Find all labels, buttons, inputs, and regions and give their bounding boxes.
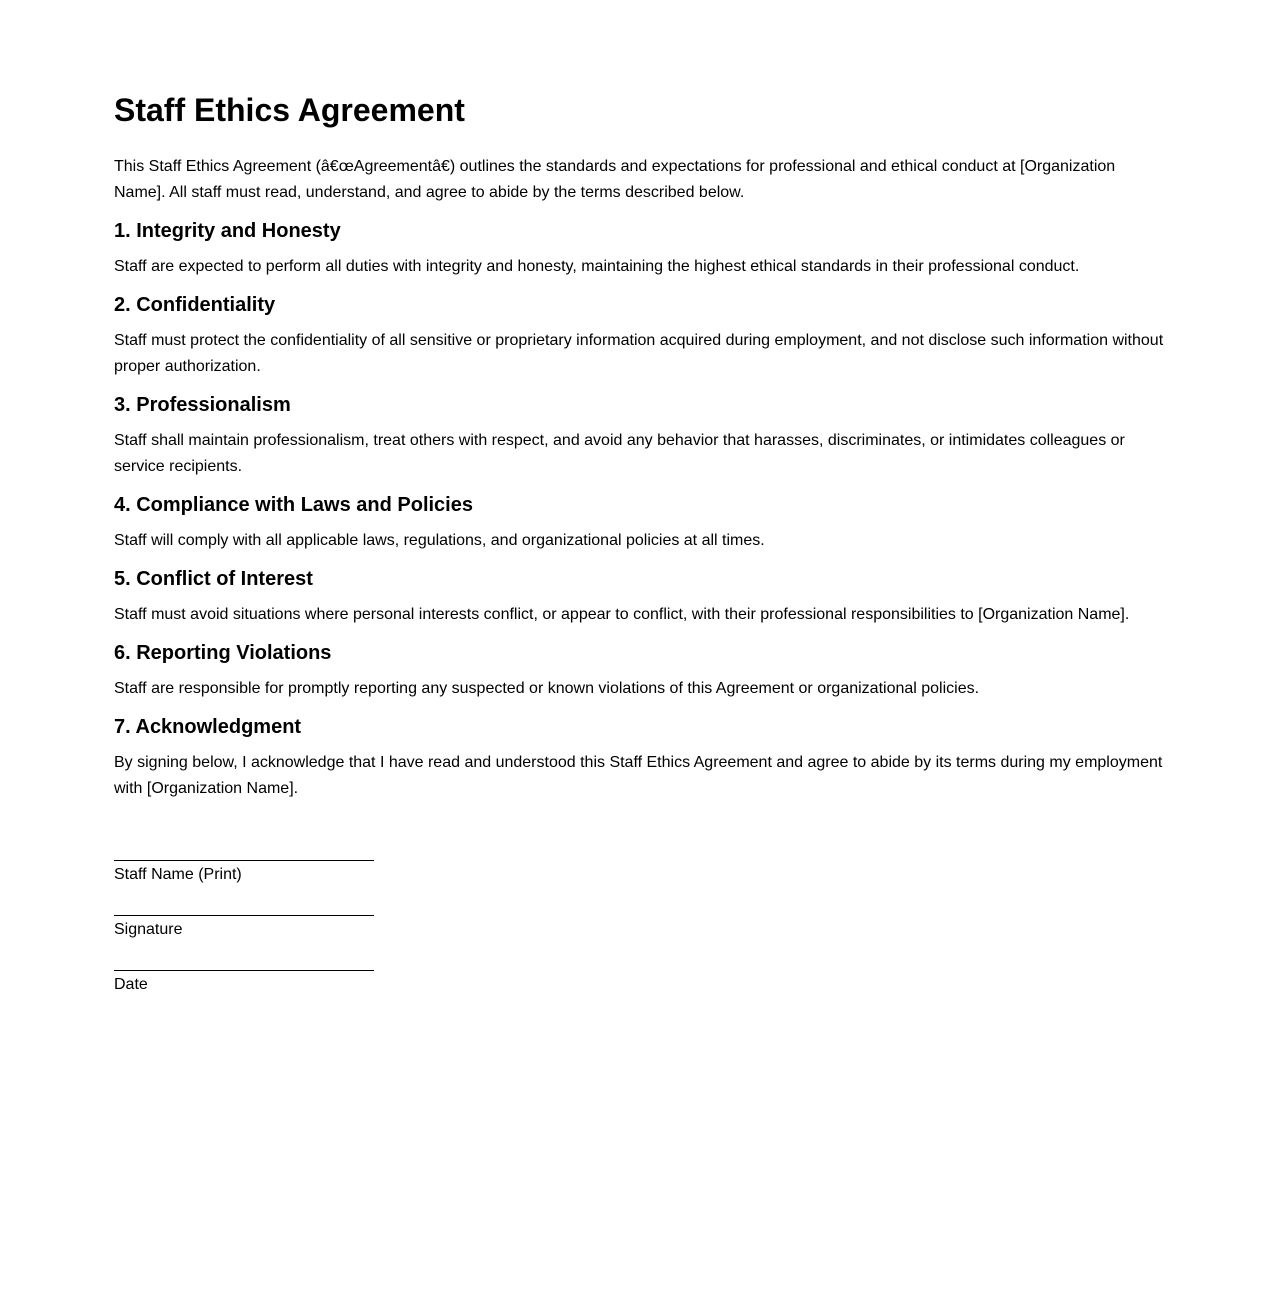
- signature-area: [114, 860, 1164, 995]
- section-body: Staff are responsible for promptly reporting any suspected or known violations of this Agreement or organizational policies.: [114, 680, 980, 697]
- date-label: Date: [114, 976, 148, 993]
- section-body: Staff shall maintain professionalism, treat others with respect, and avoid any behavior that harasses, discriminates, or intimidates colleagues or service recipients.: [114, 432, 1125, 475]
- section-heading: 4. Compliance with Laws and Policies: [114, 494, 473, 516]
- staff-name-label: Staff Name (Print): [114, 866, 242, 883]
- section-integrity: [114, 218, 1164, 280]
- section-heading: 6. Reporting Violations: [114, 642, 332, 664]
- staff-name-block: [114, 860, 1164, 885]
- section-body: Staff must avoid situations where personal interests conflict, or appear to conflict, with their professional responsibilities to [Organization Name].: [114, 606, 1130, 623]
- date-block: [114, 970, 1164, 995]
- section-confidentiality: [114, 292, 1164, 380]
- section-body: Staff must protect the confidentiality of all sensitive or proprietary information acquired during employment, and not disclose such information without proper authorization.: [114, 332, 1164, 375]
- section-heading: 2. Confidentiality: [114, 294, 276, 316]
- staff-name-line: [114, 860, 374, 861]
- section-body: By signing below, I acknowledge that I have read and understood this Staff Ethics Agreement and agree to abide by its terms during my employment with [Organization Name].: [114, 754, 1163, 797]
- signature-block: [114, 915, 1164, 940]
- date-line: [114, 970, 374, 971]
- section-professionalism: [114, 392, 1164, 480]
- section-compliance: [114, 492, 1164, 554]
- signature-line: [114, 915, 374, 916]
- page-title: Staff Ethics Agreement: [114, 92, 465, 128]
- signature-label: Signature: [114, 921, 183, 938]
- section-heading: 1. Integrity and Honesty: [114, 220, 341, 242]
- section-body: Staff are expected to perform all duties with integrity and honesty, maintaining the highest ethical standards in their professional conduct.: [114, 258, 1080, 275]
- section-heading: 3. Professionalism: [114, 394, 291, 416]
- section-reporting-violations: [114, 640, 1164, 702]
- section-conflict-of-interest: [114, 566, 1164, 628]
- intro-paragraph: This Staff Ethics Agreement (â€œAgreementâ€) outlines the standards and expectations for professional and ethical conduct at [Organization Name]. All staff must read, understand, and agree to abide by the terms described below.: [114, 158, 1116, 201]
- section-heading: 5. Conflict of Interest: [114, 568, 313, 590]
- section-acknowledgment: [114, 714, 1164, 802]
- section-heading: 7. Acknowledgment: [114, 716, 302, 738]
- section-body: Staff will comply with all applicable laws, regulations, and organizational policies at all times.: [114, 532, 765, 549]
